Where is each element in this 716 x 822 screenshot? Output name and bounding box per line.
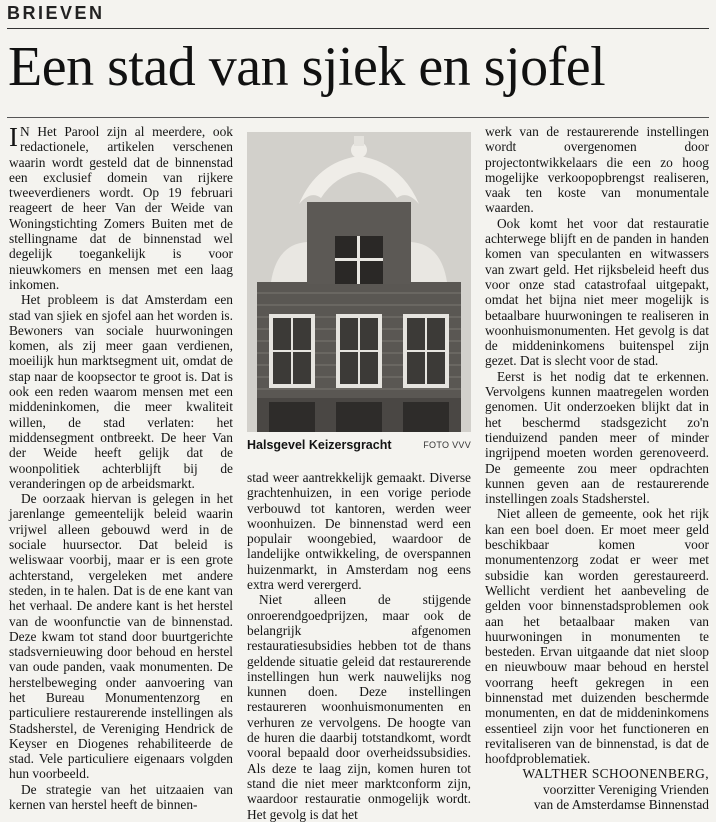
article-column-1 (9, 124, 233, 812)
paragraph: De oorzaak hiervan is gelegen in het jarenlange gemeentelijk beleid waarin vrijwel alleen gebouwd werd in de sociale huursector. Dat beleid is weliswaar voorbij, maar er is een grote achterstand, vergeleken met andere steden, in te halen. Dat is de ene kant van het verhaal. De andere kant is het herstel van de woonfunctie van de binnenstad. Deze kwam tot stand door buurtgerichte stadsvernieuwing door behoud en herstel van oude panden, vaak monumenten. De herstelbeweging onder aanvoering van het Bureau Monumentenzorg en particuliere restaurerende instellingen als Stadsherstel, de Vereniging Hendrick de Keyser en Diogenes rehabiliteerde de stad. Vele particuliere eigenaars volgden hun voorbeeld. (9, 491, 233, 782)
lead-paragraph (9, 124, 233, 292)
paragraph: werk van de restaurerende instellingen wordt overgenomen door projectontwikkelaars die een zo hoog mogelijke verkoopopbrengst realiseren, vaak ten koste van monumentale waarden. (485, 124, 709, 216)
photo-credit: FOTO VVV (423, 440, 471, 450)
author-name: WALTHER SCHOONENBERG, (522, 766, 709, 782)
canal-house-gable-image (247, 132, 471, 432)
article-column-3 (485, 124, 709, 812)
paragraph: Het probleem is dat Amsterdam een stad van sjiek en sjofel aan het worden is. Bewoners van sociale huurwoningen komen, als zij meer gaan verdienen, moeilijk hun marktsegment uit, omdat de stap naar de koopsector te groot is. Dat is ook een reden waarom mensen met een middeninkomen, die meer kwaliteit willen, de stad verlaten: het middensegment ontbreekt. De heer Van der Weide heeft gelijk dat de woonpolitiek achterblijft bij de veranderingen op de arbeidsmarkt. (9, 292, 233, 491)
photo-caption: Halsgevel Keizersgracht (247, 438, 392, 452)
paragraph: Niet alleen de gemeente, ook het rijk kan een boel doen. Er moet meer geld beschikbaar komen voor monumentenzorg zodat er weer met subsidie kan worden gerestaureerd. Wellicht verdient het aanbeveling de gelden voor binnenstadsproblemen ook aan het betaalbaar maken van huurwoningen in monumenten te besteden. Ervan uitgaande dat niet sloop en nieuwbouw maar behoud en herstel voorrang heeft gekregen in een binnenstad met duizenden beschermde monumenten, en dat de middeninkomens essentieel zijn voor het functioneren en revitaliseren van de binnenstad, is dat de hoofdproblematiek. (485, 506, 709, 767)
section-label: BRIEVEN (7, 3, 105, 23)
photo-caption-row (247, 438, 471, 456)
paragraph: Eerst is het nodig dat te erkennen. Vervolgens kunnen maatregelen worden genomen. Uit onderzoeken blijkt dat in het beschermd stadsgezicht zo'n tienduizend panden meer of minder ingrijpend moeten worden gerenoveerd. De gemeente zou meer opdrachten kunnen geven aan de restaurerende instellingen zoals Stadsherstel. (485, 368, 709, 507)
article-column-2 (247, 470, 471, 822)
signature (485, 766, 709, 812)
gable-photo (247, 132, 471, 432)
author-organisation: van de Amsterdamse Binnenstad (533, 797, 709, 813)
paragraph: De strategie van het uitzaaien van kernen van herstel heeft de binnen- (9, 781, 233, 813)
top-rule (7, 28, 709, 29)
headline-rule (7, 117, 709, 118)
headline: Een stad van sjiek en sjofel (8, 36, 606, 98)
drop-cap: I (9, 122, 18, 152)
lead-text: N Het Parool zijn al meerdere, ook redactionele, artikelen verschenen waarin wordt gesteld dat de binnenstad een exclusief domein van rijkere tweeverdieners wordt. Op 19 februari reageert de heer Van der Weide van Woningstichting Zomers Buiten met de stellingname dat de binnenstad wel degelijk toegankelijk is voor nieuwkomers en mensen met een laag inkomen. (9, 124, 233, 292)
paragraph: stad weer aantrekkelijk gemaakt. Diverse grachtenhuizen, in een vorige periode verbouwd tot kantoren, werden weer woonhuizen. De binnenstad werd een populair woongebied, waardoor de landelijke ontwikkeling, de overspannen huizenmarkt, in Amsterdam nog eens extra werd verergerd. (247, 470, 471, 593)
author-role: voorzitter Vereniging Vrienden (542, 781, 709, 797)
paragraph: Ook komt het voor dat restauratie achterwege blijft en de panden in handen komen van speculanten en witwassers van zwart geld. Het rijksbeleid heeft dus voor onze stad catastrofaal uitgepakt, omdat het bijna niet meer mogelijk is betaalbare huurwoningen te realiseren in woonhuismonumenten. Het gevolg is dat de middeninkomens buitenspel zijn gezet. Dat is slecht voor de stad. (485, 215, 709, 369)
paragraph: Niet alleen de stijgende onroerendgoedprijzen, maar ook de belangrijk afgenomen restauratiesubsidies hebben tot de thans geldende situatie geleid dat restaurerende instellingen hun werk nauwelijks nog kunnen doen. Deze instellingen restaureren woonhuismonumenten en verhuren ze vervolgens. De hoogte van de huren die daarbij totstandkomt, wordt vooral bepaald door overheidssubsidies. Als deze te laag zijn, komen huren tot stand die niet meer marktconform zijn, waardoor restauratie onmogelijk wordt. Het gevolg is dat het (247, 592, 471, 822)
